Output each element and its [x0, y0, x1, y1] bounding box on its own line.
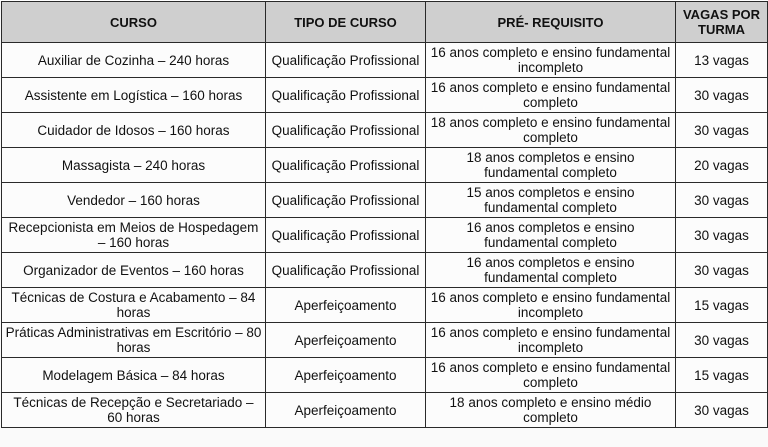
cell-tipo-de-curso: Aperfeiçoamento — [266, 288, 426, 323]
cell-curso: Modelagem Básica – 84 horas — [2, 358, 266, 393]
table-row — [2, 43, 768, 78]
cell-pre-requisito: 16 anos completo e ensino fundamental incompleto — [426, 323, 676, 358]
cell-pre-requisito: 16 anos completo e ensino fundamental completo — [426, 358, 676, 393]
table-row — [2, 288, 768, 323]
cell-curso: Organizador de Eventos – 160 horas — [2, 253, 266, 288]
cell-tipo-de-curso: Qualificação Profissional — [266, 253, 426, 288]
cell-pre-requisito: 16 anos completos e ensino fundamental completo — [426, 218, 676, 253]
table-body — [2, 43, 768, 428]
cell-tipo-de-curso: Qualificação Profissional — [266, 113, 426, 148]
cell-curso: Técnicas de Recepção e Secretariado – 60 horas — [2, 393, 266, 428]
header-row — [2, 2, 768, 43]
header-vagas-por-turma: VAGAS POR TURMA — [676, 2, 768, 43]
table-header — [2, 2, 768, 43]
cell-curso: Vendedor – 160 horas — [2, 183, 266, 218]
document-page — [0, 1, 768, 447]
cell-tipo-de-curso: Qualificação Profissional — [266, 148, 426, 183]
cell-tipo-de-curso: Aperfeiçoamento — [266, 393, 426, 428]
cell-pre-requisito: 16 anos completos e ensino fundamental completo — [426, 253, 676, 288]
table-row — [2, 78, 768, 113]
cell-pre-requisito: 16 anos completo e ensino fundamental incompleto — [426, 43, 676, 78]
courses-table — [1, 1, 768, 428]
cell-curso: Cuidador de Idosos – 160 horas — [2, 113, 266, 148]
table-row — [2, 253, 768, 288]
cell-tipo-de-curso: Qualificação Profissional — [266, 43, 426, 78]
cell-vagas: 30 vagas — [676, 113, 768, 148]
table-row — [2, 393, 768, 428]
cell-pre-requisito: 18 anos completos e ensino fundamental completo — [426, 148, 676, 183]
header-pre-requisito: PRÉ- REQUISITO — [426, 2, 676, 43]
cell-pre-requisito: 16 anos completo e ensino fundamental incompleto — [426, 288, 676, 323]
cell-curso: Assistente em Logística – 160 horas — [2, 78, 266, 113]
table-row — [2, 218, 768, 253]
cell-curso: Massagista – 240 horas — [2, 148, 266, 183]
cell-pre-requisito: 16 anos completo e ensino fundamental completo — [426, 78, 676, 113]
cell-vagas: 13 vagas — [676, 43, 768, 78]
cell-pre-requisito: 18 anos completo e ensino fundamental completo — [426, 113, 676, 148]
cell-tipo-de-curso: Aperfeiçoamento — [266, 323, 426, 358]
cell-tipo-de-curso: Qualificação Profissional — [266, 183, 426, 218]
cell-vagas: 30 vagas — [676, 183, 768, 218]
cell-vagas: 15 vagas — [676, 288, 768, 323]
cell-vagas: 30 vagas — [676, 323, 768, 358]
cell-tipo-de-curso: Aperfeiçoamento — [266, 358, 426, 393]
cell-vagas: 30 vagas — [676, 78, 768, 113]
cell-tipo-de-curso: Qualificação Profissional — [266, 78, 426, 113]
cell-vagas: 30 vagas — [676, 218, 768, 253]
cell-curso: Técnicas de Costura e Acabamento – 84 horas — [2, 288, 266, 323]
table-row — [2, 358, 768, 393]
header-tipo-de-curso: TIPO DE CURSO — [266, 2, 426, 43]
cell-pre-requisito: 15 anos completos e ensino fundamental completo — [426, 183, 676, 218]
cell-pre-requisito: 18 anos completo e ensino médio completo — [426, 393, 676, 428]
cell-vagas: 20 vagas — [676, 148, 768, 183]
cell-vagas: 15 vagas — [676, 358, 768, 393]
table-row — [2, 148, 768, 183]
table-row — [2, 323, 768, 358]
table-row — [2, 113, 768, 148]
cell-curso: Práticas Administrativas em Escritório – 80 horas — [2, 323, 266, 358]
cell-vagas: 30 vagas — [676, 393, 768, 428]
cell-curso: Auxiliar de Cozinha – 240 horas — [2, 43, 266, 78]
cell-curso: Recepcionista em Meios de Hospedagem – 160 horas — [2, 218, 266, 253]
table-row — [2, 183, 768, 218]
cell-tipo-de-curso: Qualificação Profissional — [266, 218, 426, 253]
header-curso: CURSO — [2, 2, 266, 43]
cell-vagas: 30 vagas — [676, 253, 768, 288]
